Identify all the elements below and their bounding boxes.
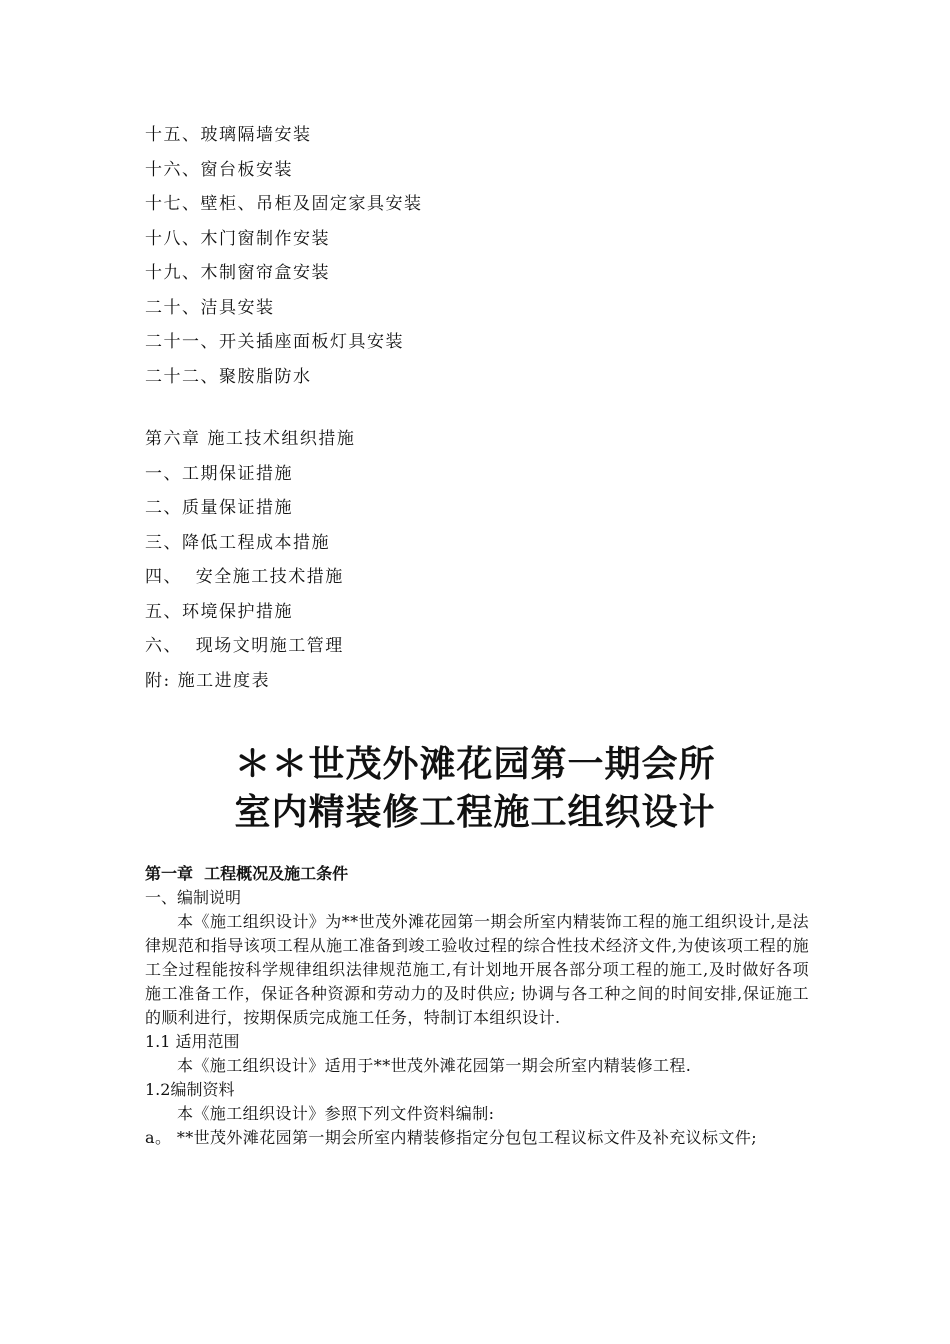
toc-item: 十九、木制窗帘盒安装: [145, 263, 330, 283]
document-title: [0, 742, 950, 836]
toc-item: 二十一、开关插座面板灯具安装: [145, 332, 404, 352]
toc-item: 二十、洁具安装: [145, 297, 275, 318]
toc-item: 五、环境保护措施: [145, 601, 293, 622]
subsection-heading: 1.2编制资料: [145, 1080, 235, 1099]
title-line-2: 室内精装修工程施工组织设计: [234, 792, 716, 833]
toc-item: 十六、窗台板安装: [145, 159, 293, 180]
toc-item: 二、质量保证措施: [145, 498, 293, 518]
document-body: [145, 862, 809, 1150]
toc-item: 三、降低工程成本措施: [145, 532, 330, 553]
paragraph: 本《施工组织设计》适用于**世茂外滩花园第一期会所室内精装修工程.: [177, 1056, 692, 1075]
toc-item: 二十二、聚胺脂防水: [145, 366, 312, 387]
paragraph: 本《施工组织设计》参照下列文件资料编制:: [177, 1104, 495, 1123]
title-line-1: ＊＊世茂外滩花园第一期会所: [234, 744, 716, 785]
table-of-contents: [145, 124, 825, 704]
toc-item: 四、 安全施工技术措施: [145, 567, 344, 587]
toc-chapter-heading: 第六章 施工技术组织措施: [145, 429, 356, 449]
toc-item: 十七、壁柜、吊柜及固定家具安装: [145, 194, 423, 214]
paragraph: 本《施工组织设计》为**世茂外滩花园第一期会所室内精装饰工程的施工组织设计,是法律规范和指导该项工程从施工准备到竣工验收过程的综合性技术经济文件,为使该项工程的施工全过程能按科学规律组织法律规范施工,有计划地开展各部分项工程的施工,及时做好各项施工准备工作，保证各种资源和劳动力的及时供应; 协调与各工种之间的时间安排,保证施工的顺利进行，按期保质完成施工任务，特制订本组织设计.: [145, 912, 809, 1027]
toc-item: 十八、木门窗制作安装: [145, 228, 330, 249]
chapter-heading: 第一章 工程概况及施工条件: [145, 864, 349, 883]
toc-item: 一、工期保证措施: [145, 463, 293, 484]
list-item: a。 **世茂外滩花园第一期会所室内精装修指定分包包工程议标文件及补充议标文件;: [145, 1128, 758, 1147]
toc-appendix: 附: 施工进度表: [145, 670, 271, 691]
toc-item: 六、 现场文明施工管理: [145, 636, 344, 656]
toc-spacer: [145, 400, 825, 428]
section-heading: 一、编制说明: [145, 888, 242, 907]
subsection-heading: 1.1 适用范围: [145, 1032, 240, 1051]
toc-item: 十五、玻璃隔墙安装: [145, 125, 312, 145]
